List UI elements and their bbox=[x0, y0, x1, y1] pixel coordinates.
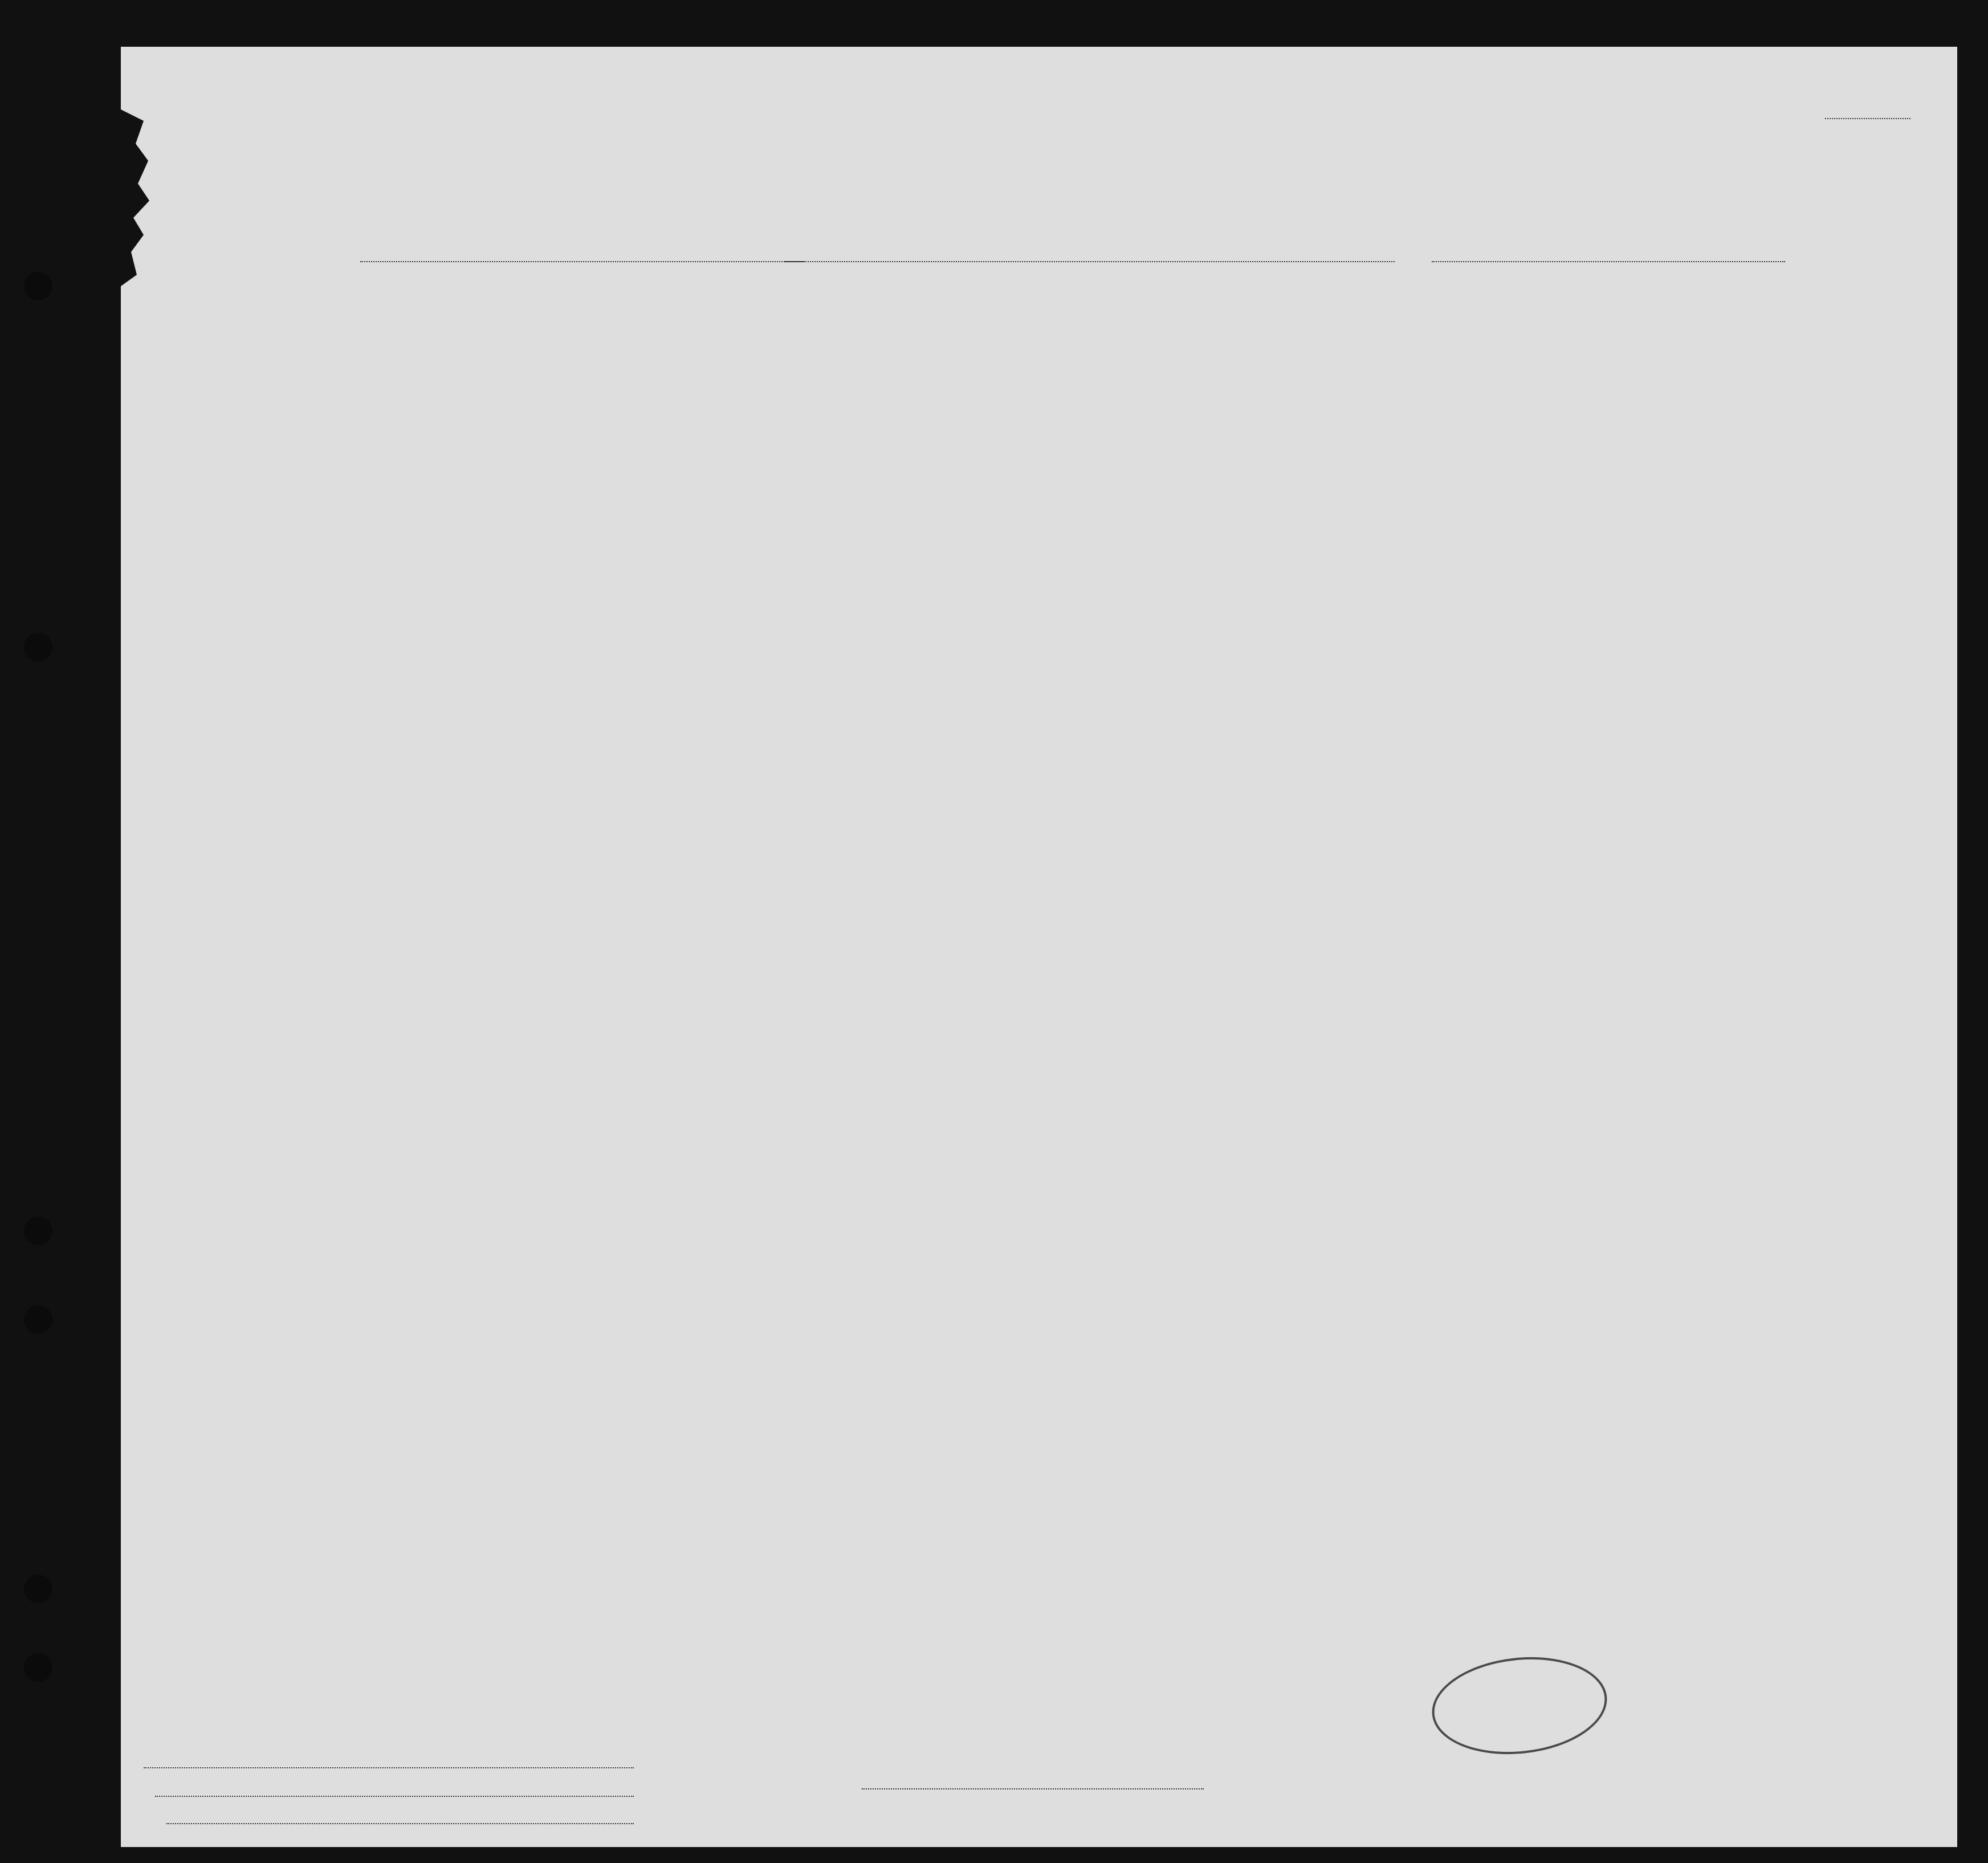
stamp-port bbox=[1436, 1709, 1606, 1727]
inspector-signature-line bbox=[862, 1788, 1204, 1789]
stamp-date bbox=[1433, 1682, 1603, 1699]
punch-hole bbox=[24, 1575, 52, 1603]
punch-hole bbox=[24, 633, 52, 661]
punch-hole bbox=[24, 1305, 52, 1334]
punch-hole bbox=[24, 1217, 52, 1245]
punch-hole bbox=[24, 1653, 52, 1682]
handwritten-marks bbox=[121, 47, 1957, 1847]
manifest-sheet bbox=[121, 47, 1957, 1847]
punch-hole bbox=[24, 272, 52, 300]
